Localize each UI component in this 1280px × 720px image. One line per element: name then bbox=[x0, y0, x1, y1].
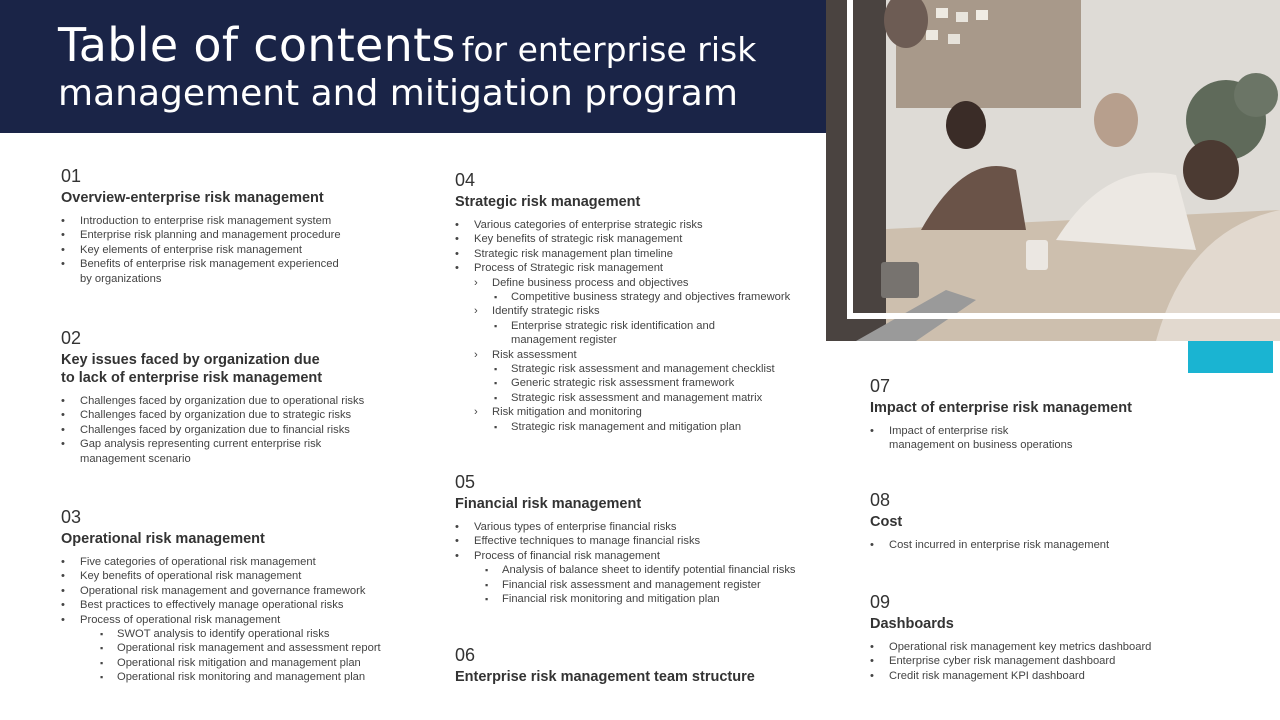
title-banner bbox=[0, 0, 826, 133]
section-number: 02 bbox=[61, 328, 82, 348]
list-subsubitem: ▪ Strategic risk management and mitigation plan bbox=[455, 420, 825, 434]
list-subitem: ▪ Financial risk monitoring and mitigation plan bbox=[455, 592, 825, 606]
section-title: Strategic risk management bbox=[455, 194, 641, 210]
list-item: • Challenges faced by organization due to financial risks bbox=[61, 423, 441, 437]
section-title: Enterprise risk management team structure bbox=[455, 669, 755, 685]
list-subitem: › Define business process and objectives bbox=[455, 276, 825, 290]
section-title: Overview-enterprise risk management bbox=[61, 190, 324, 206]
section-number: 08 bbox=[870, 490, 891, 510]
toc-section-04 bbox=[455, 168, 825, 434]
list-item: • Cost incurred in enterprise risk management bbox=[870, 538, 1230, 552]
section-number: 06 bbox=[455, 645, 476, 665]
list-item: • Impact of enterprise risk bbox=[870, 424, 1230, 438]
list-item: • Gap analysis representing current enterprise risk bbox=[61, 437, 441, 451]
list-item: • Enterprise risk planning and management procedure bbox=[61, 228, 441, 242]
list-item: • Five categories of operational risk management bbox=[61, 555, 441, 569]
section-items bbox=[61, 214, 441, 286]
section-title: Financial risk management bbox=[455, 496, 642, 512]
section-title: Impact of enterprise risk management bbox=[870, 400, 1132, 416]
list-item: • Effective techniques to manage financial risks bbox=[455, 534, 825, 548]
list-item: • Key elements of enterprise risk management bbox=[61, 243, 441, 257]
list-subsubitem: ▪ Strategic risk assessment and management checklist bbox=[455, 362, 825, 376]
page-title-main: Table of contents bbox=[58, 18, 456, 72]
section-title: Operational risk management bbox=[61, 531, 265, 547]
list-subitem: ▪ Financial risk assessment and management register bbox=[455, 578, 825, 592]
list-subsubitem: ▪ Strategic risk assessment and management matrix bbox=[455, 391, 825, 405]
toc-section-02 bbox=[61, 326, 441, 466]
list-item-continuation: management on business operations bbox=[889, 439, 1073, 452]
section-number: 09 bbox=[870, 592, 891, 612]
team-meeting-photo bbox=[826, 0, 1280, 341]
toc-section-08 bbox=[870, 488, 1230, 552]
section-items bbox=[61, 394, 441, 466]
list-subsubitem-continuation: management register bbox=[511, 334, 617, 347]
section-number: 04 bbox=[455, 170, 476, 190]
list-subitem: › Identify strategic risks bbox=[455, 304, 825, 318]
list-subitem: ▪ Operational risk monitoring and management plan bbox=[61, 670, 441, 684]
section-title: Cost bbox=[870, 514, 903, 530]
list-item-continuation: management scenario bbox=[80, 452, 191, 465]
list-item: • Challenges faced by organization due to operational risks bbox=[61, 394, 441, 408]
list-subitem: ▪ SWOT analysis to identify operational risks bbox=[61, 627, 441, 641]
section-title bbox=[61, 351, 441, 387]
list-subitem: ▪ Operational risk management and assessment report bbox=[61, 641, 441, 655]
list-subitem: ▪ Operational risk mitigation and management plan bbox=[61, 656, 441, 670]
list-item: • Operational risk management key metrics dashboard bbox=[870, 640, 1230, 654]
list-item-continuation: by organizations bbox=[80, 272, 162, 285]
toc-section-01 bbox=[61, 164, 441, 286]
section-number: 05 bbox=[455, 472, 476, 492]
list-item: • Strategic risk management plan timeline bbox=[455, 247, 825, 261]
list-item: • Benefits of enterprise risk management experienced bbox=[61, 257, 441, 271]
list-subitem: › Risk mitigation and monitoring bbox=[455, 405, 825, 419]
list-item: • Best practices to effectively manage operational risks bbox=[61, 598, 441, 612]
list-item: • Process of operational risk management bbox=[61, 613, 441, 627]
section-items bbox=[455, 520, 825, 606]
accent-block bbox=[1188, 341, 1273, 373]
page-title-line-1 bbox=[58, 18, 756, 72]
toc-section-09 bbox=[870, 590, 1230, 683]
toc-section-05 bbox=[455, 470, 825, 606]
list-item: • Operational risk management and governance framework bbox=[61, 584, 441, 598]
page-title-line-2: management and mitigation program bbox=[58, 73, 738, 114]
section-number: 01 bbox=[61, 166, 82, 186]
toc-section-03 bbox=[61, 505, 441, 685]
toc-section-07 bbox=[870, 374, 1230, 453]
list-item: • Key benefits of operational risk management bbox=[61, 569, 441, 583]
list-item: • Key benefits of strategic risk management bbox=[455, 232, 825, 246]
list-subsubitem: ▪ Enterprise strategic risk identification and bbox=[455, 319, 825, 333]
section-title: Dashboards bbox=[870, 616, 954, 632]
list-item: • Enterprise cyber risk management dashboard bbox=[870, 654, 1230, 668]
list-subsubitem: ▪ Generic strategic risk assessment framework bbox=[455, 376, 825, 390]
list-subitem: ▪ Analysis of balance sheet to identify potential financial risks bbox=[455, 563, 825, 577]
section-items bbox=[455, 218, 825, 434]
list-item: • Introduction to enterprise risk management system bbox=[61, 214, 441, 228]
section-items bbox=[870, 424, 1230, 453]
section-items bbox=[870, 538, 1230, 552]
list-item: • Challenges faced by organization due to strategic risks bbox=[61, 408, 441, 422]
section-items bbox=[61, 555, 441, 685]
list-item: • Various types of enterprise financial risks bbox=[455, 520, 825, 534]
page-title-sub: for enterprise risk bbox=[461, 30, 757, 69]
section-number: 03 bbox=[61, 507, 82, 527]
section-items bbox=[870, 640, 1230, 683]
section-number: 07 bbox=[870, 376, 891, 396]
toc-section-06 bbox=[455, 643, 825, 686]
list-subitem: › Risk assessment bbox=[455, 348, 825, 362]
list-item: • Credit risk management KPI dashboard bbox=[870, 669, 1230, 683]
section-title-line-1: Key issues faced by organization due bbox=[61, 352, 320, 368]
list-item: • Process of Strategic risk management bbox=[455, 261, 825, 275]
section-title-line-2: to lack of enterprise risk management bbox=[61, 370, 323, 386]
list-subsubitem: ▪ Competitive business strategy and objectives framework bbox=[455, 290, 825, 304]
list-item: • Various categories of enterprise strategic risks bbox=[455, 218, 825, 232]
list-item: • Process of financial risk management bbox=[455, 549, 825, 563]
